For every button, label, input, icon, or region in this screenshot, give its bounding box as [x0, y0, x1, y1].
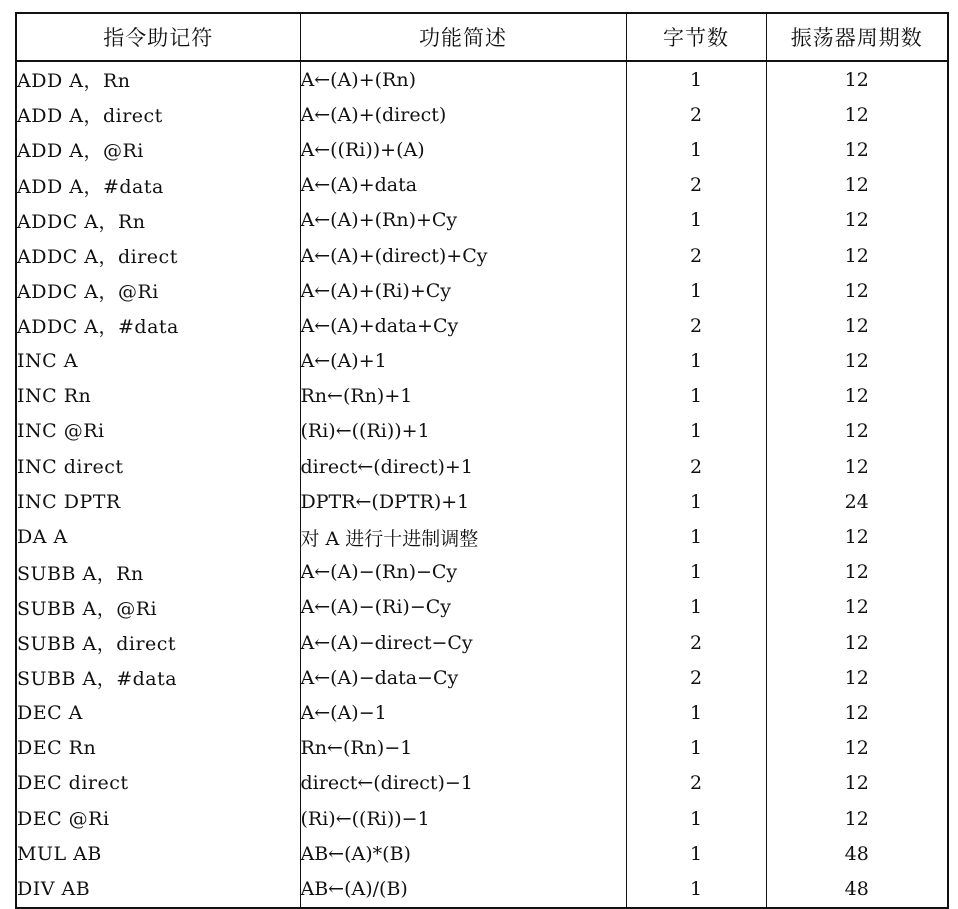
cell-bytes: 2 — [626, 97, 766, 132]
cell-mnemonic: ADD A，direct — [16, 97, 300, 132]
cell-function: A←(A)+data+Cy — [300, 308, 626, 343]
table-row — [16, 273, 948, 308]
table-row — [16, 97, 948, 132]
table-body — [16, 61, 948, 908]
cell-bytes: 1 — [626, 871, 766, 907]
cell-cycles: 12 — [766, 660, 948, 695]
cell-function: (Ri)←((Ri))−1 — [300, 801, 626, 836]
cell-cycles: 12 — [766, 308, 948, 343]
table-row — [16, 731, 948, 766]
cell-cycles: 12 — [766, 132, 948, 167]
cell-mnemonic: ADDC A，@Ri — [16, 273, 300, 308]
cell-cycles: 12 — [766, 731, 948, 766]
table-row — [16, 695, 948, 730]
cell-cycles: 12 — [766, 801, 948, 836]
table-row — [16, 660, 948, 695]
cell-mnemonic: INC A — [16, 344, 300, 379]
cell-mnemonic: SUBB A，@Ri — [16, 590, 300, 625]
cell-cycles: 12 — [766, 414, 948, 449]
cell-function: Rn←(Rn)+1 — [300, 379, 626, 414]
cell-mnemonic: DIV AB — [16, 871, 300, 907]
table-row — [16, 61, 948, 97]
table-row — [16, 836, 948, 871]
cell-bytes: 1 — [626, 801, 766, 836]
cell-cycles: 48 — [766, 871, 948, 907]
cell-mnemonic: INC DPTR — [16, 484, 300, 519]
cell-bytes: 1 — [626, 519, 766, 554]
table-header — [16, 13, 948, 61]
cell-function: A←(A)+(Ri)+Cy — [300, 273, 626, 308]
cell-function: A←((Ri))+(A) — [300, 132, 626, 167]
cell-mnemonic: ADDC A，#data — [16, 308, 300, 343]
cell-bytes: 1 — [626, 344, 766, 379]
cell-mnemonic: INC direct — [16, 449, 300, 484]
instruction-table — [15, 12, 949, 909]
cell-mnemonic: DEC A — [16, 695, 300, 730]
cell-function: AB←(A)*(B) — [300, 836, 626, 871]
cell-bytes: 2 — [626, 660, 766, 695]
header-function: 功能简述 — [300, 13, 626, 61]
table-row — [16, 555, 948, 590]
cell-bytes: 1 — [626, 484, 766, 519]
cell-function: direct←(direct)−1 — [300, 766, 626, 801]
cell-function: A←(A)+(direct) — [300, 97, 626, 132]
cell-mnemonic: MUL AB — [16, 836, 300, 871]
cell-cycles: 12 — [766, 519, 948, 554]
cell-function: Rn←(Rn)−1 — [300, 731, 626, 766]
table-row — [16, 414, 948, 449]
cell-bytes: 1 — [626, 414, 766, 449]
table-row — [16, 344, 948, 379]
cell-function: A←(A)−1 — [300, 695, 626, 730]
cell-bytes: 1 — [626, 590, 766, 625]
cell-cycles: 12 — [766, 344, 948, 379]
cell-mnemonic: ADDC A，Rn — [16, 203, 300, 238]
cell-function: A←(A)+data — [300, 168, 626, 203]
table-row — [16, 449, 948, 484]
cell-bytes: 1 — [626, 695, 766, 730]
cell-function: direct←(direct)+1 — [300, 449, 626, 484]
cell-function: A←(A)+1 — [300, 344, 626, 379]
cell-function: AB←(A)/(B) — [300, 871, 626, 907]
cell-cycles: 12 — [766, 590, 948, 625]
cell-cycles: 12 — [766, 766, 948, 801]
cell-bytes: 2 — [626, 449, 766, 484]
cell-bytes: 1 — [626, 379, 766, 414]
cell-cycles: 12 — [766, 203, 948, 238]
cell-mnemonic: DEC Rn — [16, 731, 300, 766]
cell-function: A←(A)+(Rn)+Cy — [300, 203, 626, 238]
cell-bytes: 1 — [626, 203, 766, 238]
table-row — [16, 801, 948, 836]
cell-function: (Ri)←((Ri))+1 — [300, 414, 626, 449]
cell-bytes: 1 — [626, 555, 766, 590]
header-mnemonic: 指令助记符 — [16, 13, 300, 61]
header-bytes: 字节数 — [626, 13, 766, 61]
cell-mnemonic: ADDC A，direct — [16, 238, 300, 273]
cell-mnemonic: SUBB A，Rn — [16, 555, 300, 590]
table-row — [16, 590, 948, 625]
table-row — [16, 871, 948, 907]
cell-cycles: 12 — [766, 625, 948, 660]
cell-bytes: 2 — [626, 238, 766, 273]
cell-cycles: 12 — [766, 449, 948, 484]
cell-cycles: 12 — [766, 168, 948, 203]
cell-cycles: 24 — [766, 484, 948, 519]
cell-cycles: 12 — [766, 273, 948, 308]
table-row — [16, 238, 948, 273]
table-row — [16, 132, 948, 167]
cell-bytes: 1 — [626, 132, 766, 167]
cell-mnemonic: ADD A，Rn — [16, 61, 300, 97]
cell-bytes: 1 — [626, 61, 766, 97]
cell-cycles: 12 — [766, 238, 948, 273]
cell-function: A←(A)−data−Cy — [300, 660, 626, 695]
cell-mnemonic: DEC @Ri — [16, 801, 300, 836]
cell-bytes: 1 — [626, 273, 766, 308]
cell-bytes: 2 — [626, 168, 766, 203]
cell-bytes: 2 — [626, 766, 766, 801]
cell-cycles: 12 — [766, 97, 948, 132]
cell-function: A←(A)+(direct)+Cy — [300, 238, 626, 273]
cell-function: DPTR←(DPTR)+1 — [300, 484, 626, 519]
cell-mnemonic: INC Rn — [16, 379, 300, 414]
cell-cycles: 12 — [766, 695, 948, 730]
cell-bytes: 2 — [626, 625, 766, 660]
cell-mnemonic: DEC direct — [16, 766, 300, 801]
cell-function: A←(A)−(Ri)−Cy — [300, 590, 626, 625]
cell-bytes: 1 — [626, 836, 766, 871]
table-row — [16, 379, 948, 414]
header-row — [16, 13, 948, 61]
cell-mnemonic: ADD A，@Ri — [16, 132, 300, 167]
cell-cycles: 48 — [766, 836, 948, 871]
cell-function: A←(A)−(Rn)−Cy — [300, 555, 626, 590]
table-row — [16, 484, 948, 519]
cell-cycles: 12 — [766, 379, 948, 414]
table-row — [16, 168, 948, 203]
cell-mnemonic: ADD A，#data — [16, 168, 300, 203]
cell-mnemonic: DA A — [16, 519, 300, 554]
table-row — [16, 766, 948, 801]
table-row — [16, 519, 948, 554]
cell-mnemonic: SUBB A，#data — [16, 660, 300, 695]
cell-function: 对 A 进行十进制调整 — [300, 519, 626, 554]
cell-cycles: 12 — [766, 61, 948, 97]
cell-mnemonic: INC @Ri — [16, 414, 300, 449]
cell-bytes: 1 — [626, 731, 766, 766]
table-row — [16, 203, 948, 238]
cell-function: A←(A)+(Rn) — [300, 61, 626, 97]
table-row — [16, 308, 948, 343]
cell-cycles: 12 — [766, 555, 948, 590]
cell-bytes: 2 — [626, 308, 766, 343]
cell-function: A←(A)−direct−Cy — [300, 625, 626, 660]
cell-mnemonic: SUBB A，direct — [16, 625, 300, 660]
header-cycles: 振荡器周期数 — [766, 13, 948, 61]
table-row — [16, 625, 948, 660]
